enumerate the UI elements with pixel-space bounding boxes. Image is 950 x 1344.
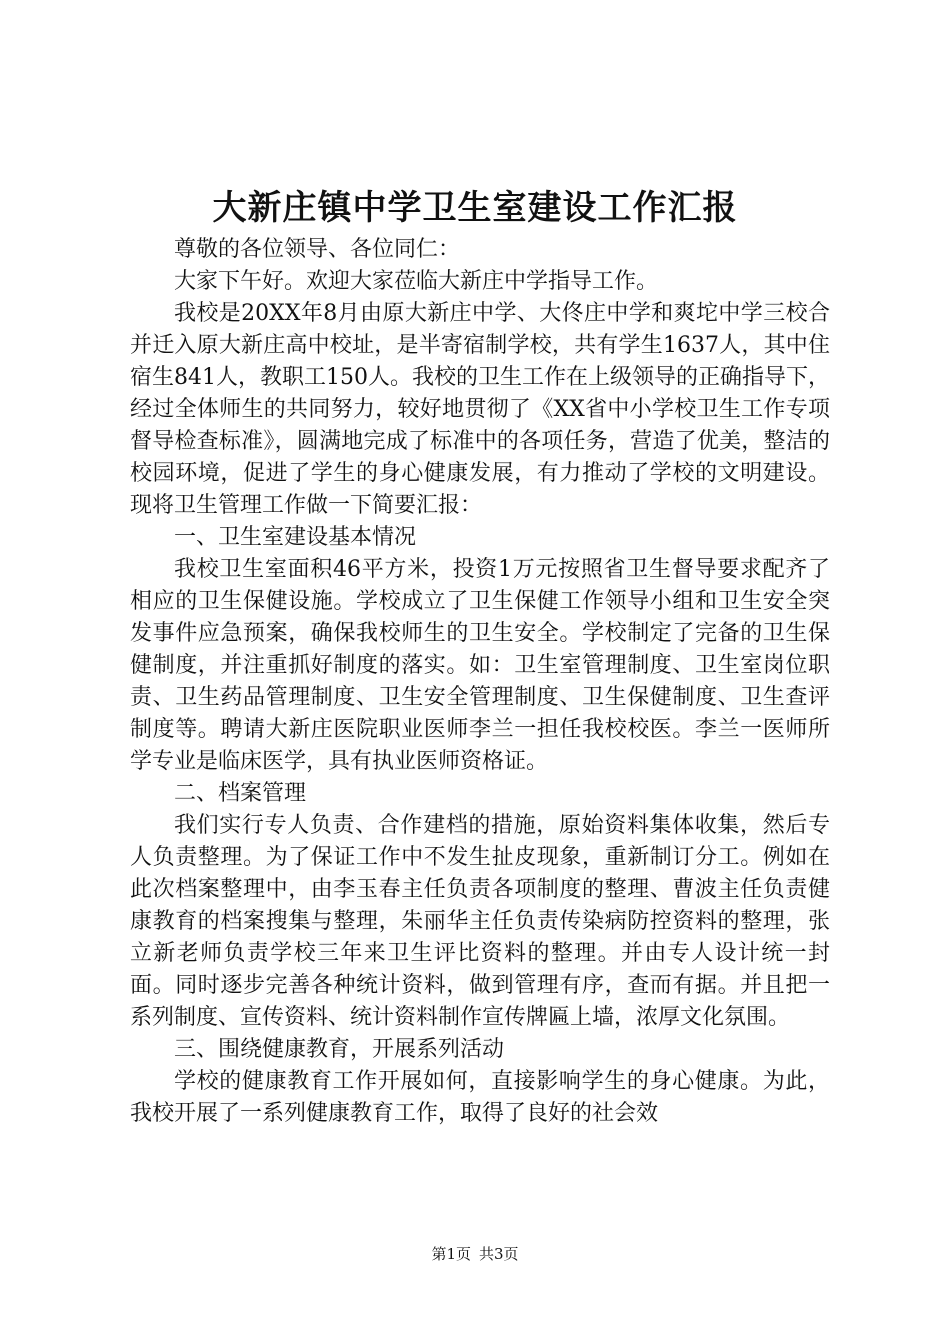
section-3-paragraph: 学校的健康教育工作开展如何，直接影响学生的身心健康。为此，我校开展了一系列健康教育工作，取得了良好的社会效 [130,1069,830,1126]
page-number: 第1页 [431,1245,471,1263]
section-heading-2: 二、档案管理 [174,781,307,806]
section-2-paragraph: 我们实行专人负责、合作建档的措施，原始资料集体收集，然后专人负责整理。为了保证工作中不发生扯皮现象，重新制订分工。例如在此次档案整理中，由李玉春主任负责各项制度的整理、曹波主任负责健康教育的档案搜集与整理，朱丽华主任负责传染病防控资料的整理，张立新老师负责学校三年来卫生评比资料的整理。并由专人设计统一封面。同时逐步完善各种统计资料，做到管理有序，查而有据。并且把一系列制度、宣传资料、统计资料制作宣传牌匾上墙，浓厚文化氛围。 [130,813,830,1030]
salutation: 尊敬的各位领导、各位同仁： [174,237,461,262]
greeting-paragraph: 大家下午好。欢迎大家莅临大新庄中学指导工作。 [174,269,659,294]
document-body [130,234,830,1130]
page-title: 大新庄镇中学卫生室建设工作汇报 [212,188,738,228]
section-heading-1: 一、卫生室建设基本情况 [174,525,417,550]
page-footer [0,1244,950,1264]
page-count: 共3页 [479,1245,519,1263]
section-1-paragraph: 我校卫生室面积46平方米，投资1万元按照省卫生督导要求配齐了相应的卫生保健设施。学校成立了卫生保健工作领导小组和卫生安全突发事件应急预案，确保我校师生的卫生安全。学校制定了完备的卫生保健制度，并注重抓好制度的落实。如：卫生室管理制度、卫生室岗位职责、卫生药品管理制度、卫生安全管理制度、卫生保健制度、卫生查评制度等。聘请大新庄医院职业医师李兰一担任我校校医。李兰一医师所学专业是临床医学，具有执业医师资格证。 [130,557,830,774]
intro-paragraph: 我校是20XX年8月由原大新庄中学、大佟庄中学和爽坨中学三校合并迁入原大新庄高中校址，是半寄宿制学校，共有学生1637人，其中住宿生841人，教职工150人。我校的卫生工作在上级领导的正确指导下，经过全体师生的共同努力，较好地贯彻了《XX省中小学校卫生工作专项督导检查标准》，圆满地完成了标准中的各项任务，营造了优美，整洁的校园环境，促进了学生的身心健康发展，有力推动了学校的文明建设。现将卫生管理工作做一下简要汇报： [130,301,830,518]
section-heading-3: 三、围绕健康教育，开展系列活动 [174,1037,505,1062]
